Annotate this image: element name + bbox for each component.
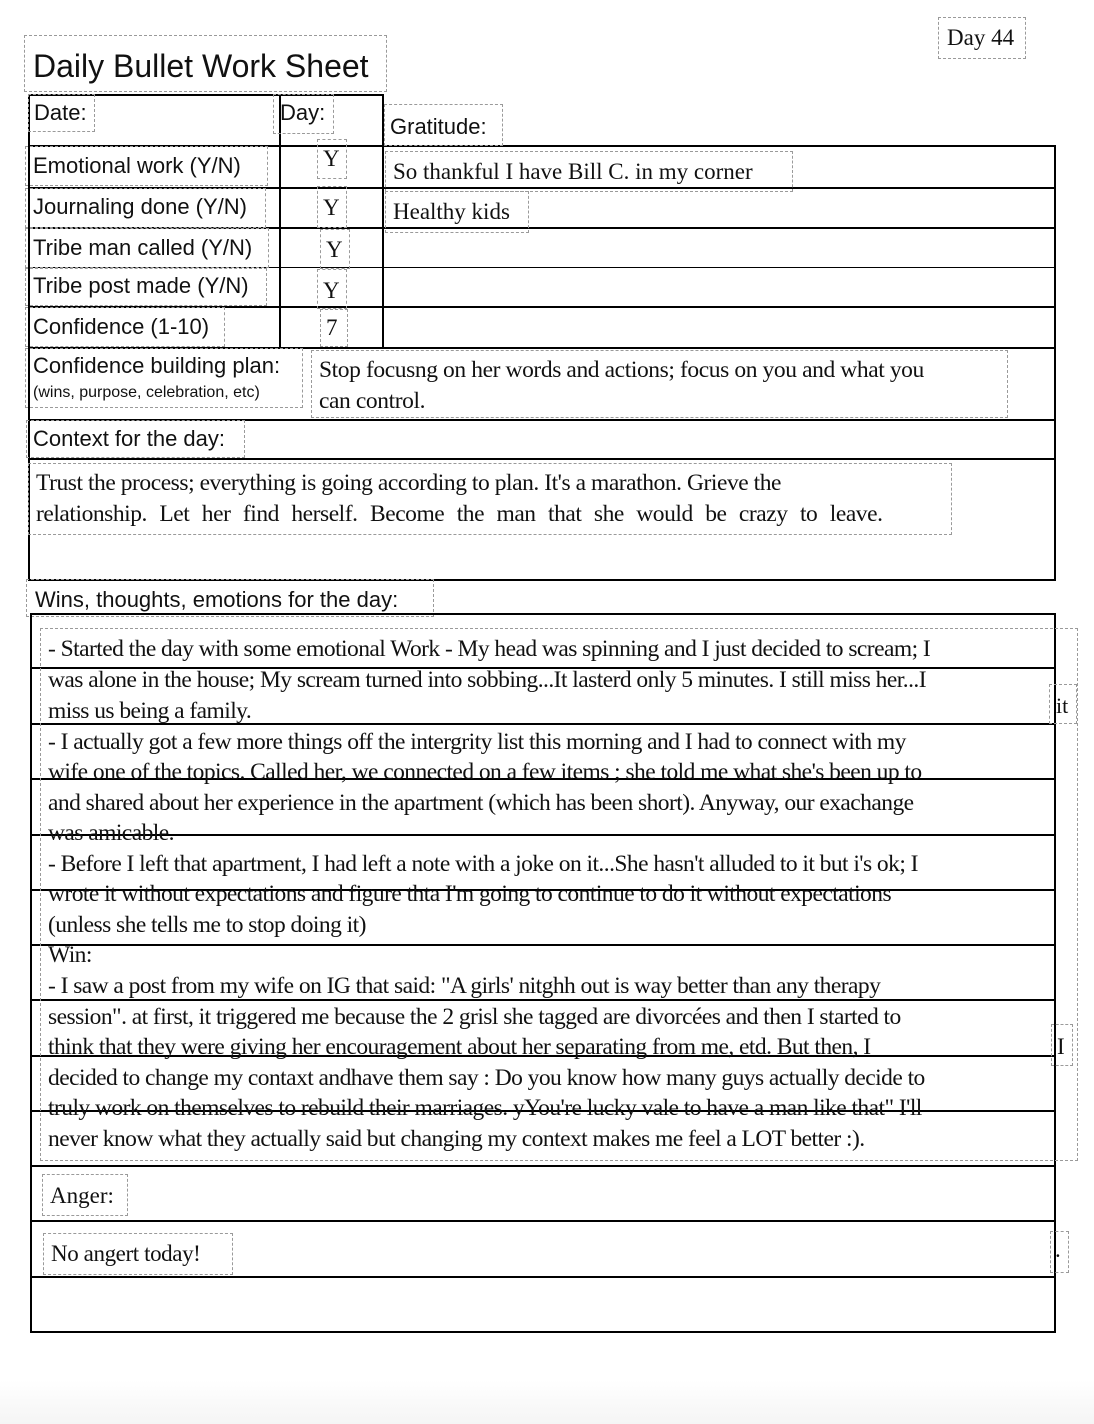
- day-badge: [938, 17, 1026, 59]
- confidence-label: Confidence (1-10): [25, 307, 225, 347]
- wins-line: was amicable.: [48, 820, 174, 846]
- overflow-fragment-dot: .: [1050, 1231, 1069, 1273]
- gratitude-item-1[interactable]: So thankful I have Bill C. in my corner: [385, 151, 793, 192]
- day-field[interactable]: [336, 96, 380, 142]
- wins-line: Win:: [48, 942, 92, 968]
- confidence-plan-label: [25, 348, 303, 408]
- wins-line: session". at first, it triggered me because the 2 grisl she tagged are divorcées and then I started to: [48, 1004, 901, 1030]
- confidence-plan-text[interactable]: Stop focusng on her words and actions; focus on you and what you can control.: [311, 350, 1008, 418]
- wins-line: and shared about her experience in the apartment (which has been short). Anyway, our exachange: [48, 790, 914, 816]
- wins-line: (unless she tells me to stop doing it): [48, 912, 366, 938]
- wins-line: wife one of the topics. Called her, we connected on a few items ; she told me what she's been up to: [48, 759, 922, 785]
- wins-line: - I actually got a few more things off the intergrity list this morning and I had to connect with my: [48, 729, 906, 755]
- date-label: Date:: [28, 94, 95, 132]
- wins-line: never know what they actually said but changing my context makes me feel a LOT better :).: [48, 1126, 865, 1152]
- wins-line: truly work on themselves to rebuild their marriages. yYou're lucky vale to have a man like that" I'll: [48, 1095, 922, 1121]
- context-label: Context for the day:: [26, 420, 245, 458]
- day-label: Day:: [273, 94, 334, 134]
- tribe-post-made-label: Tribe post made (Y/N): [25, 268, 267, 306]
- wins-label: Wins, thoughts, emotions for the day:: [26, 579, 434, 617]
- date-field[interactable]: [98, 96, 276, 142]
- gratitude-item-2[interactable]: Healthy kids: [385, 191, 529, 233]
- tribe-man-called-label: Tribe man called (Y/N): [25, 228, 269, 268]
- page-bottom: [0, 1380, 1094, 1424]
- context-text[interactable]: Trust the process; everything is going according to plan. It's a marathon. Grieve the relationship. Let her find herself. Become the man that she would be crazy to leave.: [28, 463, 952, 535]
- emotional-work-label: Emotional work (Y/N): [25, 146, 268, 186]
- anger-label: Anger:: [42, 1174, 128, 1216]
- day-badge-text: Day 44: [947, 25, 1015, 50]
- wins-line: - Before I left that apartment, I had left a note with a joke on it...She hasn't alluded to it but i's ok; I: [48, 851, 918, 877]
- overflow-fragment-i: I: [1051, 1024, 1073, 1066]
- page-title-text: Daily Bullet Work Sheet: [33, 48, 369, 84]
- wins-line: - Started the day with some emotional Work - My head was spinning and I just decided to scream; I: [48, 636, 931, 662]
- page-title: [24, 35, 387, 92]
- confidence-value[interactable]: 7: [320, 309, 348, 347]
- confidence-plan-title: Confidence building plan:: [33, 353, 281, 378]
- wins-line: miss us being a family.: [48, 698, 252, 724]
- wins-line: was alone in the house; My scream turned into sobbing...It lasterd only 5 minutes. I still miss her...I: [48, 667, 926, 693]
- overflow-fragment-it: it: [1049, 684, 1077, 724]
- wins-line: decided to change my contaxt andhave them say : Do you know how many guys actually decide to: [48, 1065, 925, 1091]
- wins-line: wrote it without expectations and figure thta I'm going to continue to do it without expectations: [48, 881, 892, 907]
- emotional-work-value[interactable]: Y: [317, 139, 347, 179]
- tribe-post-made-value[interactable]: Y: [317, 269, 347, 309]
- journaling-done-label: Journaling done (Y/N): [25, 188, 266, 228]
- wins-line: - I saw a post from my wife on IG that said: "A girls' nitghh out is way better than any therapy: [48, 973, 881, 999]
- anger-value[interactable]: No angert today!: [43, 1233, 233, 1275]
- journaling-done-value[interactable]: Y: [317, 186, 347, 228]
- gratitude-label: Gratitude:: [384, 104, 503, 146]
- confidence-plan-sublabel: (wins, purpose, celebration, etc): [33, 384, 260, 401]
- wins-line: think that they were giving her encouragement about her separating from me, etd. But then, I: [48, 1034, 871, 1060]
- tribe-man-called-value[interactable]: Y: [320, 229, 350, 269]
